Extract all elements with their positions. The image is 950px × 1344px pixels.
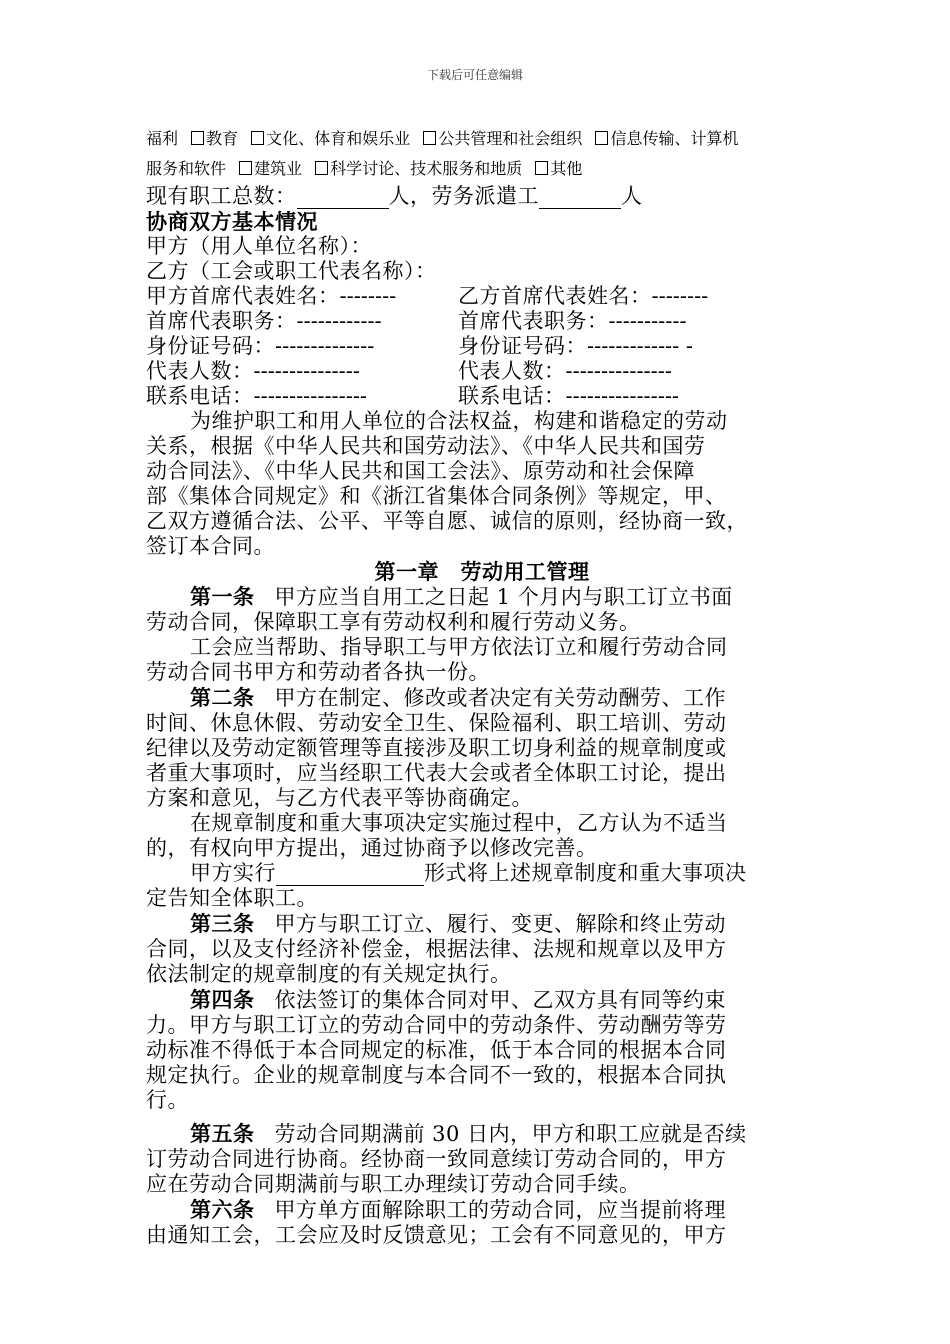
checkbox[interactable] [191, 131, 204, 145]
staff-unit-2: 人 [621, 184, 643, 208]
section-title: 协商双方基本情况 [146, 209, 318, 234]
party-a-line: 甲方（用人单位名称）： [146, 234, 372, 258]
article-2 [146, 685, 818, 711]
party-b-field [458, 309, 687, 334]
dash-blank[interactable]: --------------- [253, 359, 360, 383]
field-label: 身份证号码： [458, 334, 587, 358]
party-a-field [146, 309, 458, 334]
article-5 [146, 1121, 818, 1147]
checkbox[interactable] [423, 131, 436, 145]
article-4 [146, 987, 818, 1013]
industry-option: 信息传输、计算机 [610, 129, 739, 148]
party-a-field [146, 384, 458, 409]
article-line: 者重大事项时，应当经职工代表大会或者全体职工讨论，提出 [146, 761, 727, 785]
representative-row [146, 334, 818, 359]
chapter-title: 第一章 劳动用工管理 [374, 559, 590, 584]
article-line: 时间、休息休假、劳动安全卫生、保险福利、职工培训、劳动 [146, 711, 727, 735]
article-line: 依法制定的规章制度的有关规定执行。 [146, 962, 512, 986]
article-line: 在规章制度和重大事项决定实施过程中，乙方认为不适当 [190, 811, 728, 835]
preamble-line: 关系，根据《中华人民共和国劳动法》、《中华人民共和国劳 [146, 434, 706, 458]
industry-option: 文化、体育和娱乐业 [266, 129, 411, 148]
field-label: 甲方首席代表姓名： [146, 284, 340, 308]
industry-option: 建筑业 [254, 159, 303, 178]
staff-unit: 人，劳务派遣工 [388, 184, 539, 208]
article-line: 力。甲方与职工订立的劳动合同中的劳动条件、劳动酬劳等劳 [146, 1013, 727, 1037]
checkbox[interactable] [595, 131, 608, 145]
article-text: 甲方与职工订立、履行、变更、解除和终止劳动 [274, 912, 726, 936]
checkbox[interactable] [251, 131, 264, 145]
party-b-field [458, 284, 708, 309]
article-line: 合同，以及支付经济补偿金，根据法律、法规和规章以及甲方 [146, 937, 727, 961]
article-line: 劳动合同书甲方和劳动者各执一份。 [146, 660, 490, 684]
industry-row-1 [146, 124, 818, 154]
staff-count-line [146, 184, 818, 209]
party-a-field [146, 334, 458, 359]
dash-blank[interactable]: ------------- - [587, 334, 694, 358]
preamble-line: 部《集体合同规定》和《浙江省集体合同条例》等规定，甲、 [146, 484, 727, 508]
article-line: 纪律以及劳动定额管理等直接涉及职工切身利益的规章制度或 [146, 736, 727, 760]
article-text: 依法签订的集体合同对甲、乙双方具有同等约束 [274, 988, 726, 1012]
article-title: 第二条 [190, 685, 255, 710]
article-line: 方案和意见，与乙方代表平等协商确定。 [146, 786, 533, 810]
party-b-field [458, 359, 672, 384]
industry-row-2 [146, 154, 818, 184]
dispatch-count-field[interactable] [539, 188, 621, 209]
dash-blank[interactable]: ------------ [296, 309, 382, 333]
industry-label: 服务和软件 [146, 159, 227, 178]
article-text: 甲方单方面解除职工的劳动合同，应当提前将理 [274, 1198, 726, 1222]
staff-label: 现有职工总数： [146, 184, 297, 208]
party-a-field [146, 284, 458, 309]
field-label: 首席代表职务： [458, 309, 609, 333]
party-a-field [146, 359, 458, 384]
checkbox[interactable] [535, 161, 548, 175]
preamble-line: 为维护职工和用人单位的合法权益，构建和谐稳定的劳动 [190, 409, 728, 433]
staff-total-field[interactable] [297, 188, 389, 209]
representative-table [146, 284, 818, 409]
preamble-line: 动合同法》、《中华人民共和国工会法》、原劳动和社会保障 [146, 459, 695, 483]
party-b-line: 乙方（工会或职工代表名称）： [146, 259, 437, 283]
field-label: 代表人数： [458, 359, 566, 383]
article-line: 工会应当帮助、指导职工与甲方依法订立和履行劳动合同 [190, 635, 728, 659]
article-3 [146, 911, 818, 937]
notification-method-field[interactable] [276, 865, 424, 886]
checkbox[interactable] [315, 161, 328, 175]
article-text: 形式将上述规章制度和重大事项决 [424, 861, 747, 885]
article-line: 规定执行。企业的规章制度与本合同不一致的，根据本合同执 [146, 1063, 727, 1087]
page-header: 下载后可任意编辑 [426, 68, 523, 82]
article-line: 动标准不得低于本合同规定的标准，低于本合同的根据本合同 [146, 1038, 727, 1062]
dash-blank[interactable]: -------- [339, 284, 397, 308]
preamble-line: 乙双方遵循合法、公平、平等自愿、诚信的原则，经协商一致， [146, 509, 748, 533]
article-title: 第三条 [190, 911, 255, 936]
representative-row [146, 309, 818, 334]
representative-row [146, 359, 818, 384]
article-line: 行。 [146, 1088, 189, 1112]
industry-option: 科学讨论、技术服务和地质 [330, 159, 523, 178]
article-title: 第一条 [190, 584, 255, 609]
dash-blank[interactable]: ---------------- [565, 384, 680, 408]
industry-option: 教育 [206, 129, 239, 148]
article-line: 的，有权向甲方提出，通过协商予以修改完善。 [146, 836, 598, 860]
document-body [146, 124, 818, 1248]
article-line: 订劳动合同进行协商。经协商一致同意续订劳动合同的，甲方 [146, 1147, 727, 1171]
article-text: 甲方在制定、修改或者决定有关劳动酬劳、工作 [274, 686, 726, 710]
article-text: 甲方实行 [190, 861, 276, 885]
checkbox[interactable] [239, 161, 252, 175]
article-title: 第六条 [190, 1197, 255, 1222]
article-line: 由通知工会，工会应及时反馈意见；工会有不同意见的，甲方 [146, 1223, 727, 1247]
field-label: 首席代表职务： [146, 309, 297, 333]
article-text: 劳动合同期满前 30 日内，甲方和职工应就是否续 [274, 1122, 747, 1146]
industry-option: 公共管理和社会组织 [438, 129, 583, 148]
industry-label: 福利 [146, 129, 179, 148]
article-line [146, 861, 818, 886]
field-label: 代表人数： [146, 359, 254, 383]
dash-blank[interactable]: -------------- [275, 334, 375, 358]
article-line: 应在劳动合同期满前与职工办理续订劳动合同手续。 [146, 1172, 641, 1196]
dash-blank[interactable]: ----------- [608, 309, 687, 333]
industry-option: 其他 [550, 159, 583, 178]
dash-blank[interactable]: -------- [651, 284, 709, 308]
party-b-field [458, 334, 693, 359]
article-title: 第五条 [190, 1121, 255, 1146]
representative-row [146, 384, 818, 409]
field-label: 乙方首席代表姓名： [458, 284, 652, 308]
party-b-field [458, 384, 679, 409]
dash-blank[interactable]: --------------- [565, 359, 672, 383]
article-text: 甲方应当自用工之日起 1 个月内与职工订立书面 [274, 585, 733, 609]
article-line: 定告知全体职工。 [146, 886, 318, 910]
representative-row [146, 284, 818, 309]
dash-blank[interactable]: ---------------- [253, 384, 368, 408]
field-label: 身份证号码： [146, 334, 275, 358]
field-label: 联系电话： [458, 384, 566, 408]
article-line: 劳动合同，保障职工享有劳动权利和履行劳动义务。 [146, 610, 641, 634]
field-label: 联系电话： [146, 384, 254, 408]
article-6 [146, 1197, 818, 1223]
article-title: 第四条 [190, 987, 255, 1012]
preamble-line: 签订本合同。 [146, 534, 275, 558]
article-1 [146, 584, 818, 610]
